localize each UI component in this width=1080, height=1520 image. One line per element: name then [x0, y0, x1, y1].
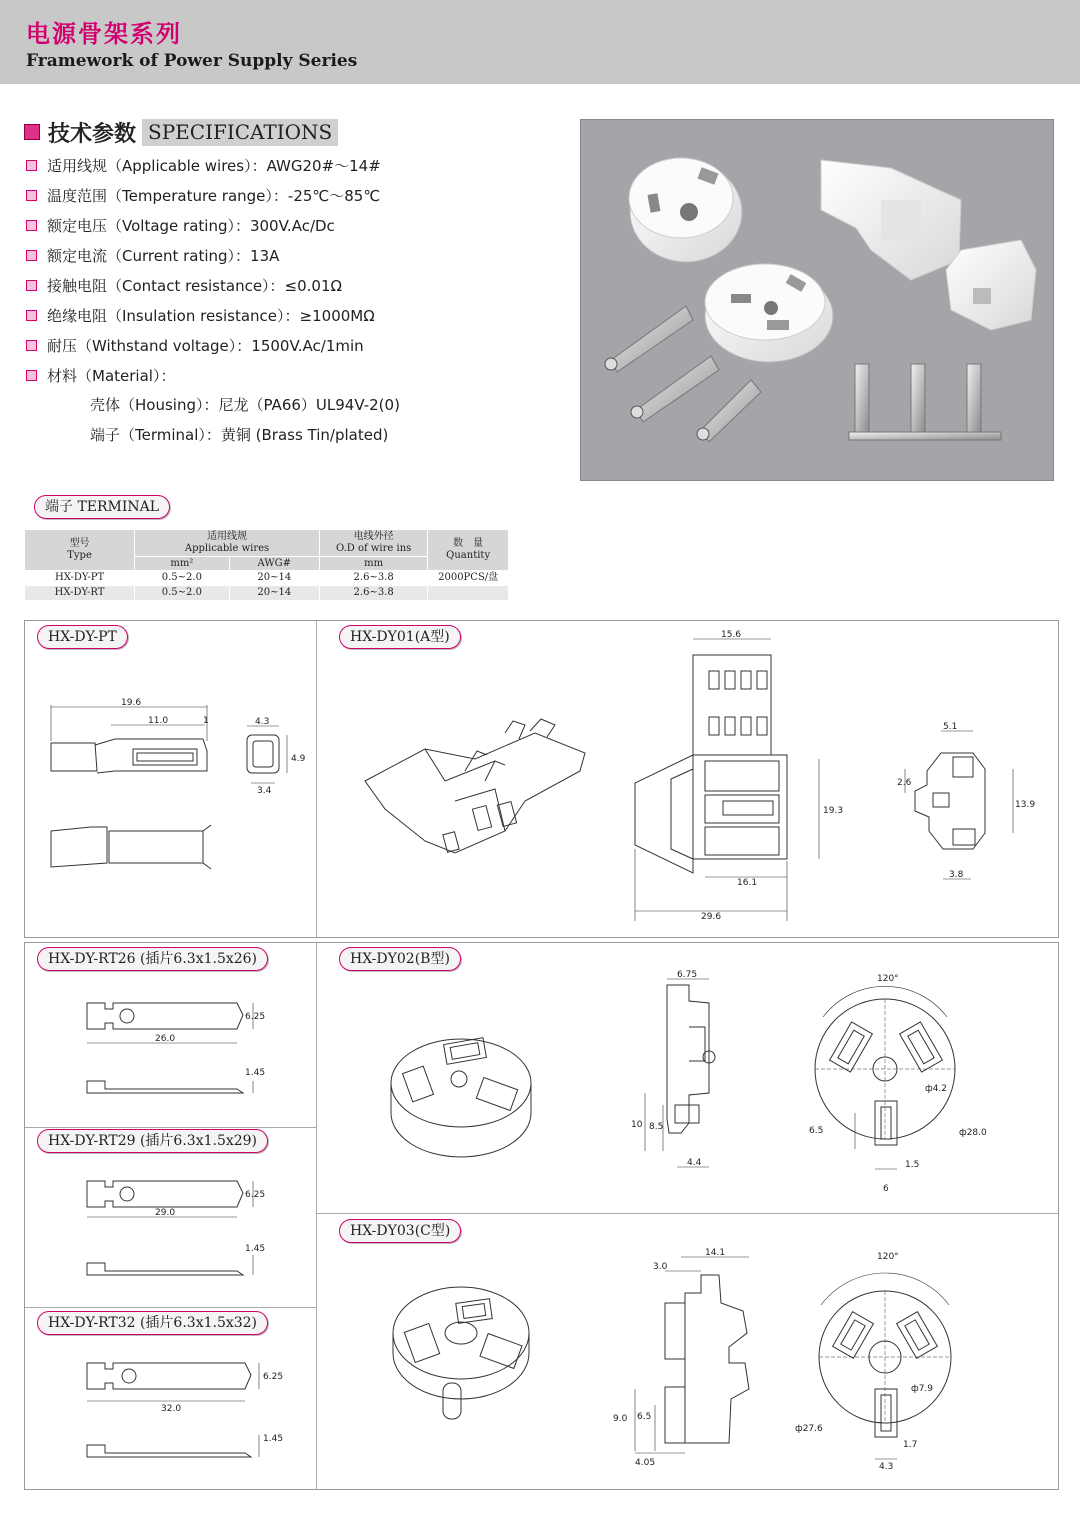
table-header-wires: 适用线规 Applicable wires [135, 530, 320, 557]
drawing-label-dy02: HX-DY02(B型) [339, 947, 461, 971]
spec-row [26, 334, 364, 356]
dim-text: ф7.9 [911, 1384, 934, 1394]
material-housing: 壳体（Housing）：尼龙（PA66）UL94V-2(0) [90, 396, 400, 414]
specifications-heading [24, 118, 338, 146]
dim-text: 4.4 [687, 1158, 702, 1168]
specifications-title-cn: 技术参数 [48, 121, 137, 147]
drawing-rt-dy02-dy03 [25, 943, 1058, 1489]
drawing-panel-rt-dy02-dy03 [24, 942, 1059, 1490]
dim-text: 2.6 [897, 778, 912, 788]
dim-text: 29.6 [701, 912, 722, 922]
dim-text: 1.5 [905, 1160, 920, 1170]
dim-text: ф4.2 [925, 1084, 948, 1094]
table-header-mm2: mm² [135, 557, 229, 571]
dim-text: 6.5 [809, 1126, 824, 1136]
dim-text: 26.0 [155, 1034, 176, 1044]
dim-text: 4.3 [879, 1462, 894, 1472]
drawing-label-rt26: HX-DY-RT26 (插片6.3x1.5x26) [37, 947, 268, 971]
dim-text: 32.0 [161, 1404, 182, 1414]
spec-text: 温度范围（Temperature range）：-25℃～85℃ [47, 186, 381, 205]
dim-text: 6.25 [245, 1012, 266, 1022]
drawing-label-dy01: HX-DY01(A型) [339, 625, 461, 649]
dim-text: 3.0 [653, 1262, 668, 1272]
dim-text: ф27.6 [795, 1424, 823, 1434]
spec-row [26, 154, 381, 176]
page-header [0, 0, 1080, 84]
dim-text: 1.45 [263, 1434, 284, 1444]
dim-text: 6.25 [245, 1190, 266, 1200]
dim-text: 11.0 [148, 716, 169, 726]
table-row: HX-DY-RT 0.5~2.0 20~14 2.6~3.8 [25, 586, 509, 601]
table-header-od: 电线外径 O.D of wire ins [319, 530, 427, 557]
dim-text: 19.6 [121, 698, 142, 708]
dim-text: 4.05 [635, 1458, 656, 1468]
dim-text: 6 [883, 1184, 889, 1194]
terminal-section-label: 端子 TERMINAL [34, 495, 170, 519]
spec-text: 绝缘电阻（Insulation resistance）：≥1000MΩ [47, 306, 375, 325]
terminal-spec-table [24, 529, 509, 601]
product-photo-illustration [581, 120, 1053, 480]
dim-text: 3.4 [257, 786, 272, 796]
bullet-icon [26, 190, 37, 201]
dim-text: 15.6 [721, 630, 742, 640]
spec-text: 材料（Material）： [47, 366, 176, 385]
dim-text: 14.1 [705, 1248, 726, 1258]
dim-text: 16.1 [737, 878, 758, 888]
bullet-icon [26, 280, 37, 291]
page-title-cn: 电源骨架系列 [26, 20, 182, 48]
bullet-icon [26, 160, 37, 171]
dim-text: 10 [631, 1120, 643, 1130]
dim-text: 4.9 [291, 754, 306, 764]
spec-row [26, 304, 375, 326]
bullet-icon [26, 340, 37, 351]
bullet-icon [26, 370, 37, 381]
spec-text: 额定电流（Current rating）：13A [47, 246, 280, 265]
spec-text: 接触电阻（Contact resistance）：≤0.01Ω [47, 276, 342, 295]
drawing-label-dy03: HX-DY03(C型) [339, 1219, 461, 1243]
dim-text: 19.3 [823, 806, 844, 816]
dim-text: 9.0 [613, 1414, 628, 1424]
bullet-icon [26, 250, 37, 261]
drawing-panel-pt-dy01 [24, 620, 1059, 938]
spec-row [26, 214, 335, 236]
dim-text: 1 [203, 716, 209, 726]
dim-text: 29.0 [155, 1208, 176, 1218]
drawing-label-rt29: HX-DY-RT29 (插片6.3x1.5x29) [37, 1129, 268, 1153]
dim-text: 120° [877, 974, 899, 984]
drawing-pt-dy01 [25, 621, 1058, 937]
material-terminal: 端子（Terminal）：黄铜 (Brass Tin/plated) [90, 426, 389, 444]
spec-row [26, 364, 175, 386]
dim-text: 1.45 [245, 1068, 266, 1078]
dim-text: ф28.0 [959, 1128, 987, 1138]
specifications-title-en: SPECIFICATIONS [142, 119, 338, 146]
dim-text: 6.25 [263, 1372, 284, 1382]
spec-row [26, 274, 342, 296]
dim-text: 13.9 [1015, 800, 1036, 810]
spec-row [26, 244, 279, 266]
spec-row [26, 184, 380, 206]
bullet-icon [26, 310, 37, 321]
dim-text: 4.3 [255, 717, 270, 727]
table-header-awg: AWG# [229, 557, 319, 571]
table-header-mm: mm [319, 557, 427, 571]
table-header-quantity: 数 量 Quantity [428, 530, 509, 571]
product-photo [580, 119, 1054, 481]
bullet-icon [26, 220, 37, 231]
table-header-type: 型号 Type [25, 530, 135, 571]
page-title-en: Framework of Power Supply Series [26, 51, 358, 71]
spec-text: 额定电压（Voltage rating）：300V.Ac/Dc [47, 216, 335, 235]
dim-text: 6.75 [677, 970, 698, 980]
table-row: HX-DY-PT 0.5~2.0 20~14 2.6~3.8 2000PCS/盘 [25, 571, 509, 586]
drawing-label-pt: HX-DY-PT [37, 625, 128, 649]
dim-text: 1.7 [903, 1440, 918, 1450]
dim-text: 3.8 [949, 870, 964, 880]
dim-text: 5.1 [943, 722, 958, 732]
dim-text: 120° [877, 1252, 899, 1262]
spec-text: 适用线规（Applicable wires）：AWG20#～14# [47, 156, 381, 175]
bullet-square-icon [24, 124, 40, 140]
dim-text: 6.5 [637, 1412, 652, 1422]
spec-text: 耐压（Withstand voltage）：1500V.Ac/1min [47, 336, 364, 355]
dim-text: 1.45 [245, 1244, 266, 1254]
drawing-label-rt32: HX-DY-RT32 (插片6.3x1.5x32) [37, 1311, 268, 1335]
dim-text: 8.5 [649, 1122, 664, 1132]
